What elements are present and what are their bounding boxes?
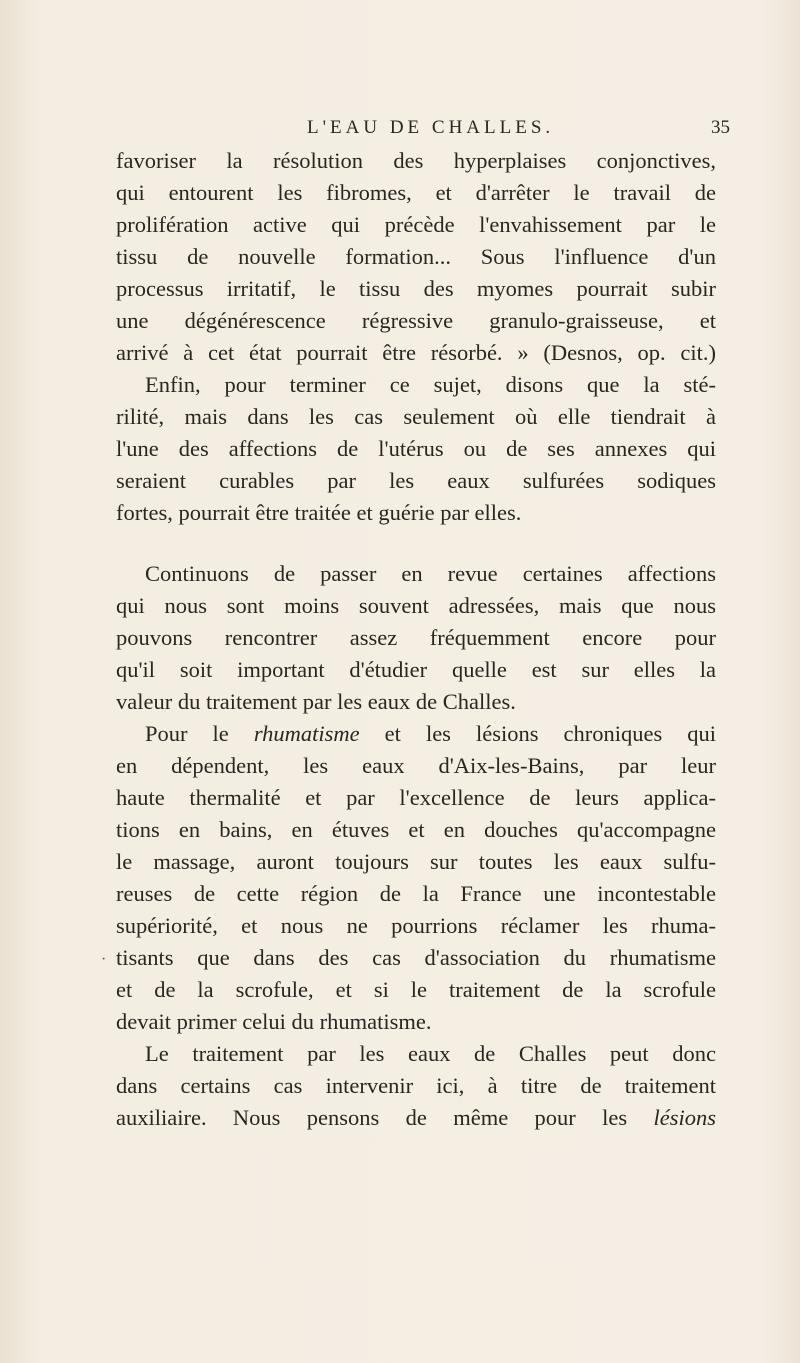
text-line: une dégénérescence régressive granulo-graisseuse, et	[116, 308, 716, 333]
text-line: et de la scrofule, et si le traitement de la scrofule	[116, 977, 716, 1002]
text-line: tissu de nouvelle formation... Sous l'influence d'un	[116, 244, 716, 269]
text-line: en dépendent, les eaux d'Aix-les-Bains, par leur	[116, 753, 716, 778]
text-run: et les lésions chroniques qui	[359, 721, 716, 746]
text-line: rilité, mais dans les cas seulement où elle tiendrait à	[116, 404, 716, 429]
text-line: Le traitement par les eaux de Challes peut donc	[145, 1041, 716, 1066]
text-run: auxiliaire. Nous pensons de même pour les	[116, 1105, 654, 1130]
text-line: arrivé à cet état pourrait être résorbé. » (Desnos, op. cit.)	[116, 340, 716, 365]
running-head	[0, 117, 800, 141]
text-line: tisants que dans des cas d'association du rhumatisme	[116, 945, 716, 970]
text-line: qui entourent les fibromes, et d'arrêter le travail de	[116, 180, 716, 205]
text-line: qu'il soit important d'étudier quelle est sur elles la	[116, 657, 716, 682]
page-number: 35	[711, 117, 730, 138]
text-line: prolifération active qui précède l'envahissement par le	[116, 212, 716, 237]
text-line: reuses de cette région de la France une incontestable	[116, 881, 716, 906]
text-line: dans certains cas intervenir ici, à titre de traitement	[116, 1073, 716, 1098]
text-line: l'une des affections de l'utérus ou de ses annexes qui	[116, 436, 716, 461]
text-line: favoriser la résolution des hyperplaises conjonctives,	[116, 148, 716, 173]
text-line: qui nous sont moins souvent adressées, mais que nous	[116, 593, 716, 618]
text-line: le massage, auront toujours sur toutes les eaux sulfu-	[116, 849, 716, 874]
text-line: pouvons rencontrer assez fréquemment encore pour	[116, 625, 716, 650]
text-line: processus irritatif, le tissu des myomes pourrait subir	[116, 276, 716, 301]
text-line: devait primer celui du rhumatisme.	[116, 1009, 432, 1034]
text-line: valeur du traitement par les eaux de Challes.	[116, 689, 516, 714]
text-line: fortes, pourrait être traitée et guérie par elles.	[116, 500, 522, 525]
text-run: Pour le	[145, 721, 254, 746]
text-line	[145, 719, 716, 749]
text-line: tions en bains, en étuves et en douches qu'accompagne	[116, 817, 716, 842]
text-line: haute thermalité et par l'excellence de leurs applica-	[116, 785, 716, 810]
text-line: Continuons de passer en revue certaines affections	[145, 561, 716, 586]
text-line: seraient curables par les eaux sulfurées sodiques	[116, 468, 716, 493]
text-line: Enfin, pour terminer ce sujet, disons que la sté-	[145, 372, 716, 397]
italic-term: rhumatisme	[253, 721, 360, 746]
text-line: supériorité, et nous ne pourrions réclamer les rhuma-	[116, 913, 716, 938]
running-title: L'EAU DE CHALLES.	[307, 117, 555, 138]
italic-term: lésions	[653, 1105, 716, 1130]
text-line	[116, 1103, 716, 1133]
margin-dot-mark: ·	[101, 951, 107, 968]
